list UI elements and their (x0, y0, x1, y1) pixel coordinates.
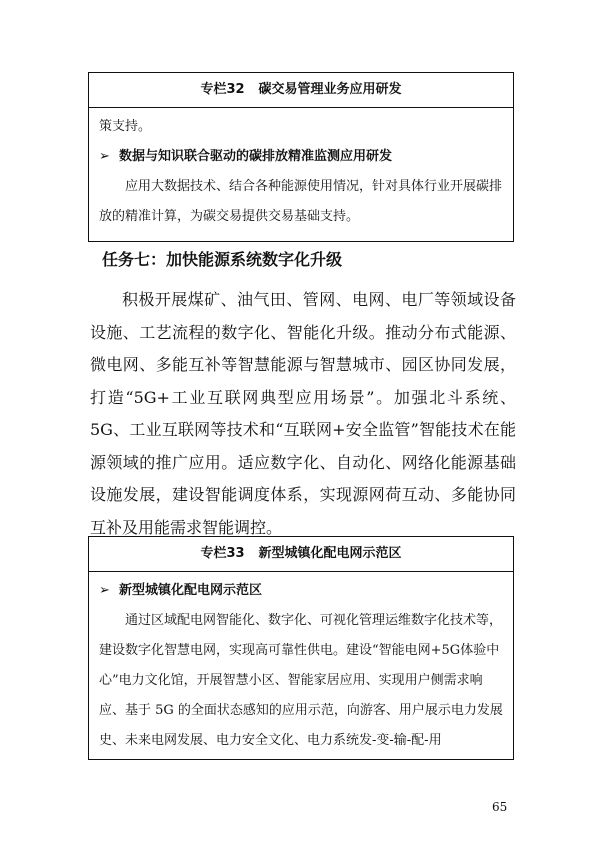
task-paragraph: 积极开展煤矿、油气田、管网、电网、电厂等领域设备设施、工艺流程的数字化、智能化升级。推动分布式能源、微电网、多能互补等智慧能源与智慧城市、园区协同发展，打造“5G+工业互联网典型应用场景”。加强北斗系统、5G、工业互联网等技术和“互联网+安全监管”智能技术在能源领域的推广应用。适应数字化、自动化、网络化能源基础设施发展，建设智能调度体系，实现源网荷互动、多能协同互补及用能需求智能调控。 (90, 290, 516, 537)
column-box-33-title: 新型城镇化配电网示范区 (258, 546, 402, 561)
arrow-bullet-icon: ➢ (99, 583, 110, 598)
column-box-33-body (89, 572, 513, 756)
page-number: 65 (492, 800, 508, 814)
bullet-body: 应用大数据技术、结合各种能源使用情况，针对具体行业开展碳排放的精准计算，为碳交易提供交易基础支持。 (99, 179, 503, 224)
column-box-33-header (89, 537, 513, 572)
column-box-32 (88, 72, 514, 242)
bullet-title: 新型城镇化配电网示范区 (119, 583, 263, 598)
bullet-body: 通过区域配电网智能化、数字化、可视化管理运维数字化技术等，建设数字化智慧电网，实现高可靠性供电。建设“智能电网+5G体验中心”电力文化馆，开展智慧小区、智能家居应用、实现用户侧需求响应、基于 5G 的全面状态感知的应用示范，向游客、用户展示电力发展史、未来电网发展、电力安全文化、电力系统发-变-输-配-用 (99, 613, 503, 748)
task-heading: 任务七：加快能源系统数字化升级 (102, 250, 343, 269)
column-box-32-header (89, 73, 513, 108)
column-box-32-number: 专栏32 (200, 82, 245, 97)
column-box-33 (88, 536, 514, 760)
arrow-bullet-icon: ➢ (99, 149, 110, 164)
continued-text: 策支持。 (99, 119, 152, 134)
column-box-32-title: 碳交易管理业务应用研发 (258, 82, 402, 97)
bullet-item (99, 142, 505, 172)
bullet-title: 数据与知识联合驱动的碳排放精准监测应用研发 (119, 149, 393, 164)
column-box-33-number: 专栏33 (200, 546, 245, 561)
column-box-32-body (89, 108, 513, 232)
bullet-item (99, 576, 505, 606)
